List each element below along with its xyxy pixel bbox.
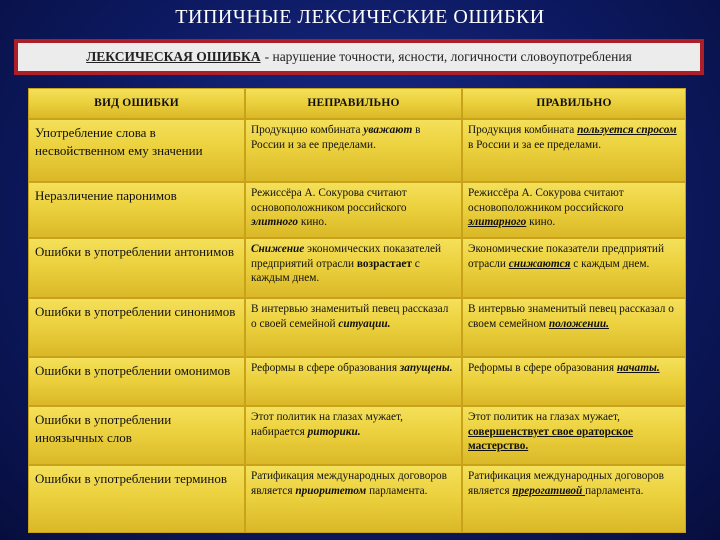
right-example-cell: [462, 119, 686, 182]
text-segment: Режиссёра А. Сокурова считают основоположником российского: [468, 187, 624, 214]
text-segment: В интервью знаменитый певец рассказал о своей семейной: [251, 303, 449, 330]
wrong-example-cell: [245, 357, 462, 406]
text-segment: кино.: [298, 216, 327, 229]
text-segment: совершенствует свое ораторское мастерство.: [468, 425, 633, 453]
wrong-example-cell: [245, 465, 462, 533]
text-segment: запущены.: [399, 362, 453, 374]
error-kind-cell: Ошибки в употреблении омонимов: [28, 357, 245, 406]
text-segment: приоритетом: [295, 484, 367, 497]
header-right: ПРАВИЛЬНО: [462, 88, 686, 119]
text-segment: Ратификация международных договоров является: [468, 470, 664, 497]
errors-table: [28, 88, 686, 533]
text-segment: В интервью знаменитый певец рассказал о своем семейном: [468, 303, 674, 330]
error-kind-cell: Неразличение паронимов: [28, 182, 245, 238]
error-kind-cell: Ошибки в употреблении антонимов: [28, 238, 245, 298]
right-example-cell: [462, 406, 686, 465]
header-kind: ВИД ОШИБКИ: [28, 88, 245, 119]
definition-term: ЛЕКСИЧЕСКАЯ ОШИБКА: [86, 49, 261, 64]
text-segment: Этот политик на глазах мужает,: [468, 411, 620, 423]
text-segment: в России и за ее пределами.: [251, 124, 421, 151]
error-kind-cell: Ошибки в употреблении терминов: [28, 465, 245, 533]
text-segment: Реформы в сфере образования: [251, 362, 400, 374]
slide-title: ТИПИЧНЫЕ ЛЕКСИЧЕСКИЕ ОШИБКИ: [175, 6, 545, 28]
text-segment: элитарного: [468, 216, 527, 229]
error-kind-cell: Употребление слова в несвойственном ему значении: [28, 119, 245, 182]
right-example-cell: [462, 182, 686, 238]
text-segment: Режиссёра А. Сокурова считают основоположником российского: [251, 187, 407, 214]
text-segment: пользуется спросом: [577, 124, 677, 136]
text-segment: кино.: [526, 216, 556, 229]
definition-box: [14, 39, 704, 75]
text-segment: начаты.: [616, 362, 660, 374]
text-segment: с каждым днем.: [251, 257, 420, 285]
text-segment: уважают: [363, 124, 413, 136]
text-segment: элитного: [251, 216, 299, 229]
text-segment: Экономические показатели предприятий отрасли: [468, 243, 664, 270]
text-segment: прерогативой: [512, 484, 586, 497]
error-kind-cell: Ошибки в употреблении иноязычных слов: [28, 406, 245, 465]
text-segment: парламента.: [366, 484, 428, 497]
text-segment: Продукция комбината: [468, 124, 578, 136]
text-segment: возрастает: [356, 257, 412, 270]
text-segment: Продукцию комбината: [251, 124, 364, 136]
definition-text: - нарушение точности, ясности, логичности словоупотребления: [264, 49, 632, 64]
text-segment: парламента.: [585, 484, 644, 497]
text-segment: положении.: [548, 317, 609, 330]
wrong-example-cell: [245, 119, 462, 182]
text-segment: Ратификация международных договоров является: [251, 470, 447, 497]
text-segment: Этот политик на глазах мужает, набирается: [251, 411, 403, 438]
definition-content: [18, 43, 700, 71]
right-example-cell: [462, 357, 686, 406]
text-segment: экономических показателей предприятий отрасли: [251, 243, 442, 270]
wrong-example-cell: [245, 298, 462, 357]
right-example-cell: [462, 238, 686, 298]
header-wrong: НЕПРАВИЛЬНО: [245, 88, 462, 119]
right-example-cell: [462, 465, 686, 533]
text-segment: в России и за ее пределами.: [468, 138, 602, 151]
text-segment: Реформы в сфере образования: [468, 362, 617, 374]
wrong-example-cell: [245, 182, 462, 238]
wrong-example-cell: [245, 238, 462, 298]
error-kind-cell: Ошибки в употреблении синонимов: [28, 298, 245, 357]
right-example-cell: [462, 298, 686, 357]
text-segment: риторики.: [307, 425, 361, 438]
text-segment: ситуации.: [338, 317, 391, 330]
text-segment: с каждым днем.: [570, 257, 650, 270]
text-segment: Снижение: [251, 243, 305, 255]
text-segment: снижаются: [508, 257, 571, 270]
wrong-example-cell: [245, 406, 462, 465]
